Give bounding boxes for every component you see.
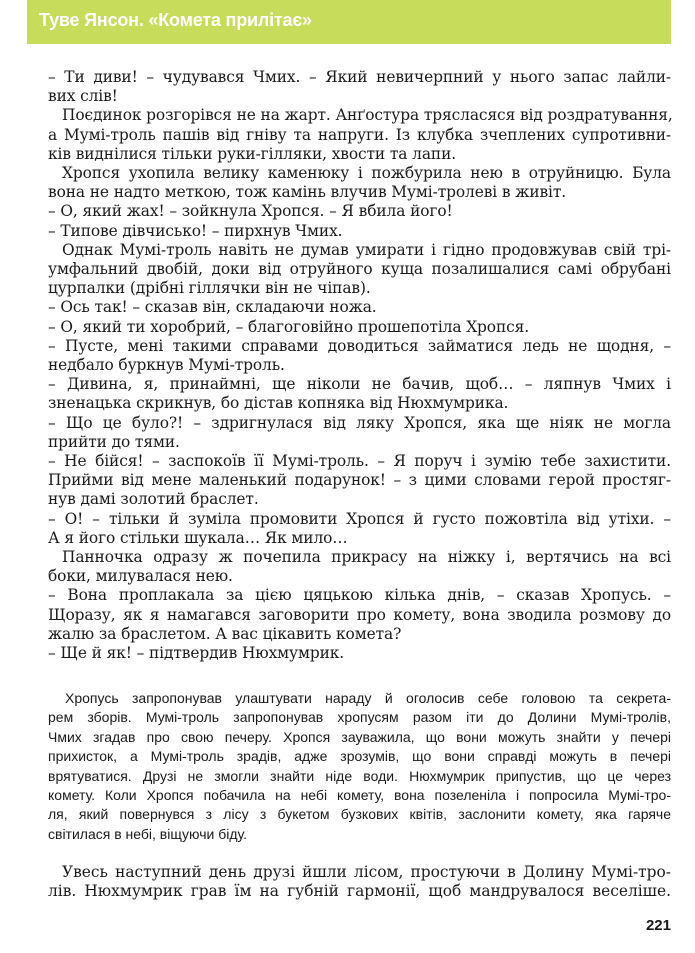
continuation-line: Увесь наступний день друзі йшли лісом, простуючи в Долину Мумі-тро- bbox=[62, 863, 671, 881]
story-line: жалю за браслетом. А вас цікавить комета? bbox=[48, 624, 402, 643]
story-line: Панночка одразу ж почепила прикрасу на ніжку і, вертячись на всі bbox=[62, 548, 671, 567]
story-line: – Ось так! – сказав він, складаючи ножа. bbox=[48, 298, 377, 317]
story-line: Однак Мумі-троль навіть не думав умирати і гідно продовжував свій трі- bbox=[62, 240, 671, 259]
summary-line: світилася в небі, віщуючи біду. bbox=[48, 825, 248, 842]
story-line: – О! – тільки й зуміла промовити Хропся й густо пожовтіла від утіхи. – bbox=[48, 509, 671, 528]
header-band bbox=[27, 0, 671, 44]
summary-text bbox=[48, 689, 671, 844]
story-line: зненацька скрикнув, бо дістав копняка від Нюхмумрика. bbox=[48, 394, 509, 413]
story-line: Поєдинок розгорівся не на жарт. Анґостура трясласяся від роздратування, bbox=[62, 106, 673, 125]
story-line: А я його стільки шукала… Як мило… bbox=[48, 528, 348, 547]
story-line: вона не надто меткою, тож камінь влучив Мумі-тролеві в живіт. bbox=[48, 183, 567, 202]
page-number: 221 bbox=[645, 917, 671, 934]
story-line: – Ти диви! – чудувався Чмих. – Який невичерпний у нього запас лайли- bbox=[48, 68, 671, 86]
summary-line: врятуватися. Друзі не змогли знайти ніде води. Нюхмумрик припустив, що це через bbox=[48, 767, 671, 784]
story-line: Прийми від мене маленький подарунок! – з цими словами герой простяг- bbox=[48, 471, 671, 490]
story-line: – Що це було?! – здригнулася від ляку Хропся, яка ще ніяк не могла bbox=[48, 413, 671, 432]
story-line: – Типове дівчисько! – пирхнув Чмих. bbox=[48, 221, 343, 240]
story-line: нув дамі золотий браслет. bbox=[48, 490, 259, 509]
story-line: – О, який ти хоробрий, – благоговійно прошепотіла Хропся. bbox=[48, 317, 530, 336]
story-line: цурпалки (дрібні гіллячки він не чіпав). bbox=[48, 279, 371, 298]
story-line: а Мумі-троль пашів від гніву та напруги. Із клубка зчеплених супротивни- bbox=[48, 125, 671, 144]
story-line: прийти до тями. bbox=[48, 432, 180, 451]
continuation-text bbox=[48, 863, 671, 901]
story-line: – Ще й як! – підтвердив Нюхмумрик. bbox=[48, 644, 345, 663]
story-line: вих слів! bbox=[48, 87, 118, 106]
summary-line: комету. Коли Хропся побачила на небі комету, вона позеленіла і попросила Мумі-тро- bbox=[48, 787, 671, 804]
story-line: – Пусте, мені такими справами доводиться займатися ледь не щодня, – bbox=[48, 336, 671, 355]
story-line: умфальний двобій, доки від отруйного куща позалишалися самі обрубані bbox=[48, 260, 671, 279]
story-line: Щоразу, як я намагався заговорити про комету, вона зводила розмову до bbox=[48, 605, 671, 624]
story-line: ків виднілися тільки руки-гілляки, хвости та лапи. bbox=[48, 144, 457, 163]
summary-line: Хропусь запропонував улаштувати нараду й оголосив себе головою та секрета- bbox=[65, 690, 671, 706]
story-text bbox=[48, 68, 671, 663]
story-line: боки, милувалася нею. bbox=[48, 567, 233, 586]
story-line: – Вона проплакала за цією цяцькою кілька днів, – сказав Хропусь. – bbox=[48, 586, 671, 605]
summary-line: прихисток, а Мумі-троль зрадів, адже зрозумів, що вони справді можуть в печері bbox=[48, 748, 671, 765]
story-line: – Дивина, я, принаймні, ще ніколи не бачив, щоб… – ляпнув Чмих і bbox=[48, 375, 671, 394]
summary-line: Чмих згадав про свою печеру. Хропся зауважила, що вони можуть знайти у печері bbox=[48, 728, 671, 745]
summary-line: ля, який повернувся з лісу з букетом бузкових квітів, заслонити комету, яка гаряче bbox=[48, 806, 671, 823]
story-line: Хропся ухопила велику каменюку і пожбурила нею в отруйницю. Була bbox=[62, 164, 671, 183]
story-line: – О, який жах! – зойкнула Хропся. – Я вбила його! bbox=[48, 202, 453, 221]
story-line: недбало буркнув Мумі-троль. bbox=[48, 356, 285, 375]
continuation-line: лів. Нюхмумрик грав їм на губній гармонії, щоб мандрувалося веселіше. bbox=[48, 882, 671, 901]
summary-line: рем зборів. Мумі-троль запропонував хропусям разом іти до Долини Мумі-тролів, bbox=[48, 709, 671, 726]
running-header-title: Туве Янсон. «Комета прилітає» bbox=[39, 10, 312, 30]
story-line: – Не бійся! – заспокоїв її Мумі-троль. – Я поруч і зумію тебе захистити. bbox=[48, 452, 671, 471]
